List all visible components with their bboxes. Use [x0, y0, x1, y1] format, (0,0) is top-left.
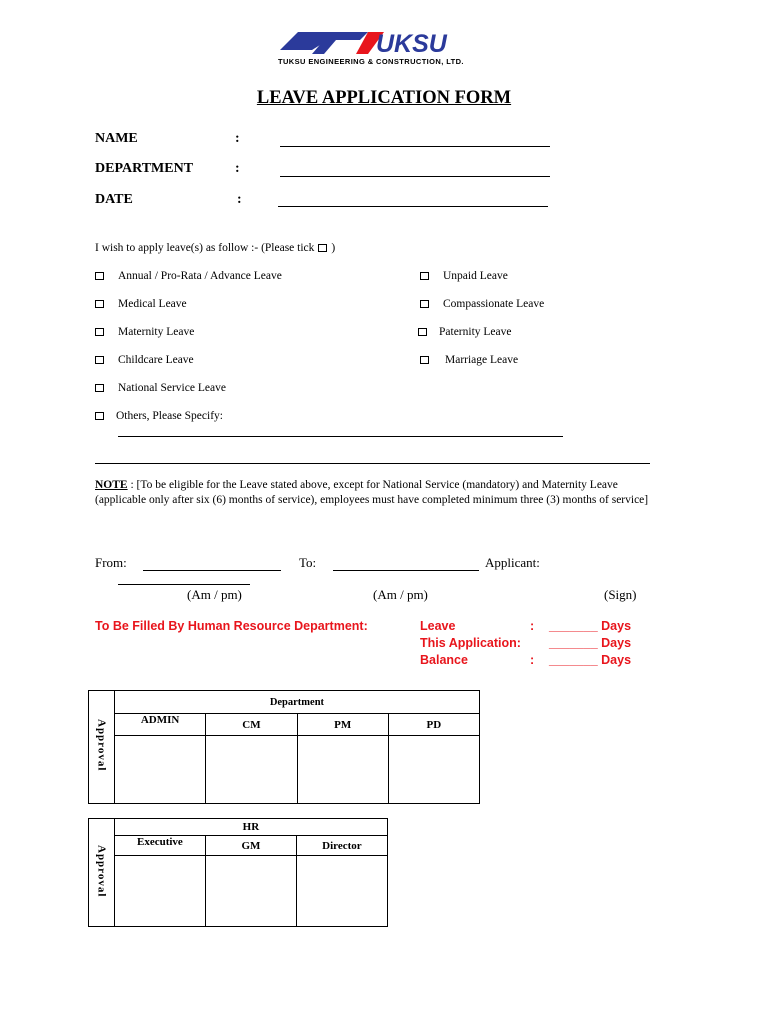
- hr-balance-colon: :: [530, 653, 535, 667]
- director-approval-cell[interactable]: [296, 856, 387, 927]
- others-specify-line[interactable]: [118, 436, 563, 437]
- date-input-line[interactable]: [278, 206, 548, 207]
- hr-balance-label: Balance: [420, 653, 468, 667]
- checkbox-icon[interactable]: [95, 384, 104, 392]
- department-approval-table: [88, 690, 480, 804]
- checkbox-icon[interactable]: [420, 272, 429, 280]
- executive-approval-cell[interactable]: [114, 856, 205, 927]
- column-executive: Executive: [114, 836, 205, 856]
- date-colon: :: [237, 192, 242, 207]
- leave-option-national-service[interactable]: National Service Leave: [95, 382, 226, 394]
- gm-approval-cell[interactable]: [206, 856, 297, 927]
- pd-approval-cell[interactable]: [388, 736, 479, 804]
- leave-option-unpaid[interactable]: Unpaid Leave: [420, 270, 508, 282]
- department-header: Department: [114, 691, 479, 714]
- to-label: To:: [299, 555, 317, 570]
- hr-application-days[interactable]: _______ Days: [549, 636, 632, 650]
- column-director: Director: [296, 836, 387, 856]
- leave-option-marriage[interactable]: Marriage Leave: [420, 354, 518, 366]
- note-text: : [To be eligible for the Leave stated above, except for National Service (mandatory) and Maternity Leave (applicable only after six (6) months of service), employees must have completed minimum three (3) months of service]: [95, 479, 649, 506]
- hr-balance-days[interactable]: _______ Days: [549, 653, 632, 667]
- hr-leave-colon: :: [530, 619, 535, 633]
- eligibility-note: [95, 478, 660, 508]
- column-pd: PD: [388, 714, 479, 736]
- pm-approval-cell[interactable]: [297, 736, 388, 804]
- logo-text: UKSU: [376, 30, 447, 58]
- applicant-label: Applicant:: [485, 555, 540, 570]
- name-label: NAME: [95, 131, 138, 146]
- checkbox-icon[interactable]: [420, 356, 429, 364]
- leave-option-others[interactable]: Others, Please Specify:: [95, 410, 223, 422]
- note-label: NOTE: [95, 479, 128, 491]
- checkbox-icon[interactable]: [95, 300, 104, 308]
- leave-intro: I wish to apply leave(s) as follow :- (Please tick ): [95, 242, 336, 254]
- hr-section-heading: To Be Filled By Human Resource Department:: [95, 619, 368, 633]
- column-gm: GM: [206, 836, 297, 856]
- leave-option-maternity[interactable]: Maternity Leave: [95, 326, 194, 338]
- hr-leave-days[interactable]: _______ Days: [549, 619, 632, 633]
- checkbox-icon[interactable]: [420, 300, 429, 308]
- leave-option-paternity[interactable]: Paternity Leave: [418, 326, 511, 338]
- checkbox-icon[interactable]: [95, 356, 104, 364]
- column-admin: ADMIN: [114, 714, 205, 736]
- department-colon: :: [235, 161, 240, 176]
- to-input-line[interactable]: [333, 570, 479, 571]
- checkbox-icon[interactable]: [95, 272, 104, 280]
- from-label: From:: [95, 555, 127, 570]
- admin-approval-cell[interactable]: [114, 736, 205, 804]
- column-cm: CM: [206, 714, 297, 736]
- approval-side-label: Approval: [89, 819, 115, 927]
- leave-option-annual[interactable]: Annual / Pro-Rata / Advance Leave: [95, 270, 282, 282]
- others-specify-line-2[interactable]: [95, 463, 650, 464]
- department-label: DEPARTMENT: [95, 161, 194, 176]
- checkbox-icon[interactable]: [95, 328, 104, 336]
- date-label: DATE: [95, 192, 133, 207]
- checkbox-icon[interactable]: [95, 412, 104, 420]
- department-input-line[interactable]: [280, 176, 550, 177]
- hr-application-label: This Application:: [420, 636, 521, 650]
- leave-option-compassionate[interactable]: Compassionate Leave: [420, 298, 544, 310]
- hr-approval-table: [88, 818, 388, 927]
- applicant-sign-line[interactable]: [118, 584, 250, 585]
- name-input-line[interactable]: [280, 146, 550, 147]
- from-input-line[interactable]: [143, 570, 281, 571]
- from-ampm: (Am / pm): [187, 587, 242, 602]
- column-pm: PM: [297, 714, 388, 736]
- leave-option-childcare[interactable]: Childcare Leave: [95, 354, 194, 366]
- checkbox-icon[interactable]: [418, 328, 427, 336]
- hr-header: HR: [114, 819, 387, 836]
- cm-approval-cell[interactable]: [206, 736, 297, 804]
- sign-label: (Sign): [604, 587, 637, 602]
- to-ampm: (Am / pm): [373, 587, 428, 602]
- form-title: LEAVE APPLICATION FORM: [256, 88, 512, 108]
- leave-option-medical[interactable]: Medical Leave: [95, 298, 187, 310]
- approval-side-label: Approval: [89, 691, 115, 804]
- name-colon: :: [235, 131, 240, 146]
- hr-leave-label: Leave: [420, 619, 456, 633]
- checkbox-sample-icon: [318, 244, 327, 252]
- company-name: TUKSU ENGINEERING & CONSTRUCTION, LTD.: [278, 57, 464, 66]
